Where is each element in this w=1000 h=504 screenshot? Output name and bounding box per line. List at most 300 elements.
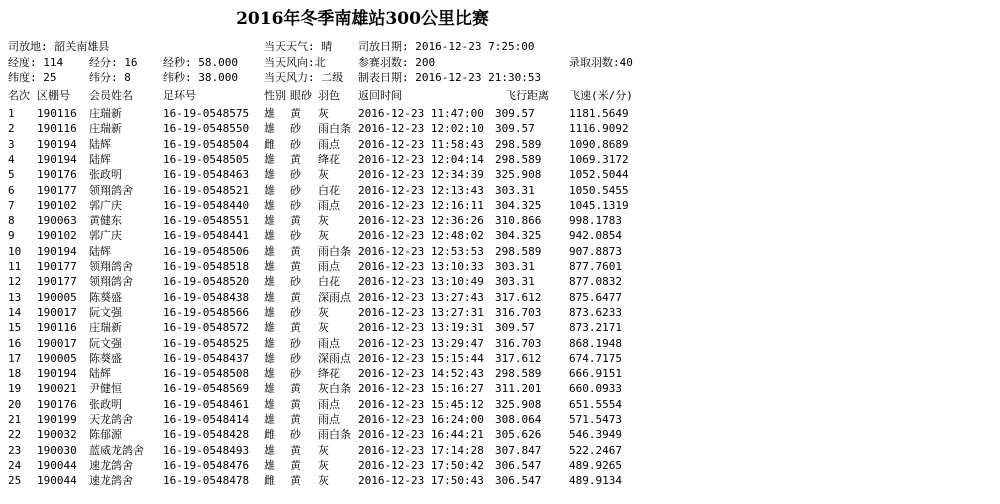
cell-sex: 雄 bbox=[264, 198, 275, 212]
cell-sex: 雄 bbox=[264, 260, 275, 273]
header-rank: 名次 bbox=[8, 89, 30, 102]
cell-member: 陆辉 bbox=[89, 152, 111, 166]
cell-ring: 16-19-0548414 bbox=[163, 413, 250, 426]
cell-speed: 1116.9092 bbox=[569, 122, 629, 136]
cell-return-time: 2016-12-23 16:24:00 bbox=[358, 413, 484, 426]
weather: 当天天气: 晴 bbox=[264, 40, 333, 53]
cell-speed: 1050.5455 bbox=[569, 183, 629, 197]
cell-eye: 砂 bbox=[290, 428, 301, 442]
cell-return-time: 2016-12-23 11:47:00 bbox=[358, 107, 484, 120]
cell-sex: 雌 bbox=[264, 428, 275, 442]
cell-rank: 2 bbox=[8, 122, 15, 136]
cell-sex: 雄 bbox=[264, 168, 275, 182]
cell-eye: 黄 bbox=[290, 107, 301, 120]
cell-ring: 16-19-0548438 bbox=[163, 290, 250, 304]
cell-member: 张政明 bbox=[89, 168, 122, 182]
cell-distance: 298.589 bbox=[495, 152, 542, 166]
cell-distance: 306.547 bbox=[495, 474, 542, 488]
cell-speed: 875.6477 bbox=[569, 290, 622, 304]
cell-return-time: 2016-12-23 12:48:02 bbox=[358, 229, 484, 243]
cell-distance: 317.612 bbox=[495, 290, 542, 304]
table-row bbox=[0, 213, 660, 228]
cell-distance: 306.547 bbox=[495, 458, 542, 472]
cell-ring: 16-19-0548478 bbox=[163, 474, 250, 488]
cell-color: 白花 bbox=[318, 275, 340, 289]
cell-color: 灰 bbox=[318, 107, 329, 120]
cell-speed: 522.2467 bbox=[569, 443, 622, 457]
cell-ring: 16-19-0548476 bbox=[163, 458, 250, 472]
cell-sex: 雄 bbox=[264, 413, 275, 426]
cell-sex: 雄 bbox=[264, 214, 275, 228]
table-row bbox=[0, 121, 660, 136]
cell-sex: 雄 bbox=[264, 321, 275, 335]
cell-rank: 16 bbox=[8, 336, 22, 350]
cell-loft: 190194 bbox=[37, 152, 77, 166]
cell-rank: 9 bbox=[8, 229, 15, 243]
cell-sex: 雄 bbox=[264, 275, 275, 289]
cell-distance: 303.31 bbox=[495, 183, 535, 197]
cell-rank: 6 bbox=[8, 183, 15, 197]
cell-return-time: 2016-12-23 12:13:43 bbox=[358, 183, 484, 197]
cell-loft: 190176 bbox=[37, 168, 77, 182]
latitude-seconds: 纬秒: 38.000 bbox=[163, 71, 238, 84]
cell-member: 张政明 bbox=[89, 397, 122, 411]
awarded-count: 录取羽数:40 bbox=[569, 56, 633, 69]
cell-color: 雨白条 bbox=[318, 428, 351, 442]
cell-eye: 砂 bbox=[290, 122, 301, 136]
cell-rank: 19 bbox=[8, 382, 22, 396]
cell-loft: 190199 bbox=[37, 413, 77, 426]
cell-color: 灰 bbox=[318, 229, 329, 243]
cell-distance: 308.064 bbox=[495, 413, 542, 426]
cell-eye: 砂 bbox=[290, 367, 301, 381]
cell-speed: 873.6233 bbox=[569, 305, 622, 319]
cell-rank: 20 bbox=[8, 397, 22, 411]
cell-ring: 16-19-0548506 bbox=[163, 244, 250, 258]
cell-eye: 黄 bbox=[290, 382, 301, 396]
cell-speed: 660.0933 bbox=[569, 382, 622, 396]
cell-eye: 黄 bbox=[290, 443, 301, 457]
cell-sex: 雄 bbox=[264, 443, 275, 457]
cell-color: 灰 bbox=[318, 474, 329, 488]
cell-rank: 10 bbox=[8, 244, 22, 258]
cell-eye: 砂 bbox=[290, 229, 301, 243]
cell-loft: 190102 bbox=[37, 198, 77, 212]
header-return-time: 返回时间 bbox=[358, 89, 402, 102]
cell-return-time: 2016-12-23 16:44:21 bbox=[358, 428, 484, 442]
cell-member: 陆辉 bbox=[89, 244, 111, 258]
table-row bbox=[0, 259, 660, 274]
cell-member: 领翔鸽舍 bbox=[89, 183, 133, 197]
release-place: 司放地: 韶关南雄县 bbox=[8, 40, 110, 53]
cell-ring: 16-19-0548463 bbox=[163, 168, 250, 182]
cell-speed: 1052.5044 bbox=[569, 168, 629, 182]
cell-color: 灰 bbox=[318, 321, 329, 335]
cell-return-time: 2016-12-23 13:27:31 bbox=[358, 305, 484, 319]
cell-rank: 13 bbox=[8, 290, 22, 304]
cell-rank: 25 bbox=[8, 474, 22, 488]
cell-eye: 砂 bbox=[290, 336, 301, 350]
cell-eye: 黄 bbox=[290, 321, 301, 335]
cell-color: 雨点 bbox=[318, 260, 340, 273]
cell-speed: 1181.5649 bbox=[569, 107, 629, 120]
cell-sex: 雄 bbox=[264, 290, 275, 304]
cell-loft: 190063 bbox=[37, 214, 77, 228]
cell-color: 雨点 bbox=[318, 198, 340, 212]
cell-distance: 307.847 bbox=[495, 443, 542, 457]
cell-ring: 16-19-0548508 bbox=[163, 367, 250, 381]
cell-return-time: 2016-12-23 12:34:39 bbox=[358, 168, 484, 182]
cell-loft: 190030 bbox=[37, 443, 77, 457]
cell-speed: 998.1783 bbox=[569, 214, 622, 228]
cell-sex: 雄 bbox=[264, 152, 275, 166]
cell-member: 陆辉 bbox=[89, 367, 111, 381]
cell-rank: 1 bbox=[8, 107, 15, 120]
cell-return-time: 2016-12-23 15:16:27 bbox=[358, 382, 484, 396]
cell-ring: 16-19-0548566 bbox=[163, 305, 250, 319]
longitude-minutes: 经分: 16 bbox=[89, 56, 138, 69]
table-row bbox=[0, 320, 660, 335]
table-row bbox=[0, 244, 660, 259]
cell-rank: 18 bbox=[8, 367, 22, 381]
cell-speed: 489.9265 bbox=[569, 458, 622, 472]
cell-return-time: 2016-12-23 12:16:11 bbox=[358, 198, 484, 212]
cell-member: 庄瑞新 bbox=[89, 122, 122, 136]
cell-speed: 546.3949 bbox=[569, 428, 622, 442]
cell-speed: 1069.3172 bbox=[569, 152, 629, 166]
table-row bbox=[0, 106, 660, 121]
cell-ring: 16-19-0548518 bbox=[163, 260, 250, 273]
cell-loft: 190005 bbox=[37, 351, 77, 365]
cell-member: 阮文强 bbox=[89, 305, 122, 319]
cell-ring: 16-19-0548551 bbox=[163, 214, 250, 228]
cell-member: 速龙鸽舍 bbox=[89, 474, 133, 488]
cell-loft: 190177 bbox=[37, 275, 77, 289]
cell-eye: 砂 bbox=[290, 351, 301, 365]
cell-member: 领翔鸽舍 bbox=[89, 275, 133, 289]
entries-count: 参赛羽数: 200 bbox=[358, 56, 436, 69]
cell-speed: 868.1948 bbox=[569, 336, 622, 350]
cell-loft: 190102 bbox=[37, 229, 77, 243]
cell-distance: 325.908 bbox=[495, 397, 542, 411]
cell-eye: 黄 bbox=[290, 458, 301, 472]
cell-rank: 22 bbox=[8, 428, 22, 442]
cell-color: 雨点 bbox=[318, 137, 340, 151]
cell-member: 尹健恒 bbox=[89, 382, 122, 396]
cell-distance: 310.866 bbox=[495, 214, 542, 228]
cell-member: 陈郁源 bbox=[89, 428, 122, 442]
cell-rank: 24 bbox=[8, 458, 22, 472]
cell-distance: 325.908 bbox=[495, 168, 542, 182]
cell-color: 雨点 bbox=[318, 336, 340, 350]
cell-color: 灰 bbox=[318, 443, 329, 457]
cell-ring: 16-19-0548505 bbox=[163, 152, 250, 166]
cell-ring: 16-19-0548440 bbox=[163, 198, 250, 212]
cell-return-time: 2016-12-23 13:10:49 bbox=[358, 275, 484, 289]
table-row bbox=[0, 137, 660, 152]
cell-ring: 16-19-0548569 bbox=[163, 382, 250, 396]
cell-color: 灰 bbox=[318, 214, 329, 228]
cell-rank: 7 bbox=[8, 198, 15, 212]
release-date: 司放日期: 2016-12-23 7:25:00 bbox=[358, 40, 535, 53]
cell-ring: 16-19-0548504 bbox=[163, 137, 250, 151]
cell-color: 灰 bbox=[318, 305, 329, 319]
table-row bbox=[0, 336, 660, 351]
cell-color: 灰 bbox=[318, 458, 329, 472]
cell-color: 深雨点 bbox=[318, 351, 351, 365]
cell-eye: 黄 bbox=[290, 152, 301, 166]
table-row bbox=[0, 473, 660, 488]
cell-eye: 黄 bbox=[290, 474, 301, 488]
cell-rank: 23 bbox=[8, 443, 22, 457]
cell-distance: 304.325 bbox=[495, 198, 542, 212]
cell-return-time: 2016-12-23 13:19:31 bbox=[358, 321, 484, 335]
cell-ring: 16-19-0548493 bbox=[163, 443, 250, 457]
cell-loft: 190194 bbox=[37, 244, 77, 258]
cell-speed: 651.5554 bbox=[569, 397, 622, 411]
header-loft: 区棚号 bbox=[37, 89, 70, 102]
cell-loft: 190177 bbox=[37, 260, 77, 273]
cell-ring: 16-19-0548572 bbox=[163, 321, 250, 335]
cell-distance: 303.31 bbox=[495, 260, 535, 273]
header-member: 会员姓名 bbox=[89, 89, 133, 102]
cell-rank: 15 bbox=[8, 321, 22, 335]
table-row bbox=[0, 228, 660, 243]
wind-force: 当天风力: 二级 bbox=[264, 71, 344, 84]
cell-eye: 黄 bbox=[290, 413, 301, 426]
cell-loft: 190017 bbox=[37, 305, 77, 319]
cell-rank: 8 bbox=[8, 214, 15, 228]
cell-distance: 309.57 bbox=[495, 321, 535, 335]
latitude-minutes: 纬分: 8 bbox=[89, 71, 131, 84]
cell-sex: 雄 bbox=[264, 107, 275, 120]
cell-member: 庄瑞新 bbox=[89, 321, 122, 335]
cell-ring: 16-19-0548461 bbox=[163, 397, 250, 411]
table-row bbox=[0, 443, 660, 458]
cell-return-time: 2016-12-23 12:53:53 bbox=[358, 244, 484, 258]
longitude-degrees: 经度: 114 bbox=[8, 56, 64, 69]
cell-rank: 21 bbox=[8, 413, 22, 426]
cell-distance: 311.201 bbox=[495, 382, 542, 396]
cell-rank: 3 bbox=[8, 137, 15, 151]
cell-return-time: 2016-12-23 17:50:42 bbox=[358, 458, 484, 472]
header-distance: 飞行距离 bbox=[505, 89, 549, 102]
cell-return-time: 2016-12-23 11:58:43 bbox=[358, 137, 484, 151]
cell-eye: 砂 bbox=[290, 305, 301, 319]
cell-return-time: 2016-12-23 15:45:12 bbox=[358, 397, 484, 411]
cell-color: 绛花 bbox=[318, 367, 340, 381]
cell-ring: 16-19-0548437 bbox=[163, 351, 250, 365]
cell-sex: 雄 bbox=[264, 244, 275, 258]
cell-return-time: 2016-12-23 13:27:43 bbox=[358, 290, 484, 304]
cell-loft: 190177 bbox=[37, 183, 77, 197]
cell-member: 庄瑞新 bbox=[89, 107, 122, 120]
wind-direction: 当天风向:北 bbox=[264, 56, 326, 69]
cell-member: 陈葵盛 bbox=[89, 351, 122, 365]
table-row bbox=[0, 366, 660, 381]
cell-return-time: 2016-12-23 13:10:33 bbox=[358, 260, 484, 273]
cell-distance: 298.589 bbox=[495, 137, 542, 151]
cell-speed: 571.5473 bbox=[569, 413, 622, 426]
cell-distance: 317.612 bbox=[495, 351, 542, 365]
header-sex: 性别 bbox=[264, 89, 286, 102]
cell-distance: 309.57 bbox=[495, 122, 535, 136]
cell-rank: 5 bbox=[8, 168, 15, 182]
cell-sex: 雄 bbox=[264, 122, 275, 136]
cell-eye: 砂 bbox=[290, 275, 301, 289]
cell-member: 陈葵盛 bbox=[89, 290, 122, 304]
table-row bbox=[0, 397, 660, 412]
cell-distance: 316.703 bbox=[495, 305, 542, 319]
cell-distance: 309.57 bbox=[495, 107, 535, 120]
cell-distance: 316.703 bbox=[495, 336, 542, 350]
cell-loft: 190044 bbox=[37, 458, 77, 472]
cell-member: 陆辉 bbox=[89, 137, 111, 151]
table-row bbox=[0, 183, 660, 198]
header-color: 羽色 bbox=[318, 89, 340, 102]
table-row bbox=[0, 290, 660, 305]
cell-color: 雨点 bbox=[318, 413, 340, 426]
cell-distance: 304.325 bbox=[495, 229, 542, 243]
cell-sex: 雄 bbox=[264, 458, 275, 472]
table-row bbox=[0, 351, 660, 366]
cell-member: 领翔鸽舍 bbox=[89, 260, 133, 273]
header-eye: 眼砂 bbox=[290, 89, 312, 102]
cell-distance: 305.626 bbox=[495, 428, 542, 442]
cell-sex: 雄 bbox=[264, 183, 275, 197]
cell-eye: 黄 bbox=[290, 214, 301, 228]
cell-loft: 190194 bbox=[37, 367, 77, 381]
cell-speed: 873.2171 bbox=[569, 321, 622, 335]
cell-eye: 黄 bbox=[290, 260, 301, 273]
cell-eye: 砂 bbox=[290, 137, 301, 151]
cell-member: 郭广庆 bbox=[89, 229, 122, 243]
cell-distance: 298.589 bbox=[495, 244, 542, 258]
cell-ring: 16-19-0548428 bbox=[163, 428, 250, 442]
cell-sex: 雄 bbox=[264, 336, 275, 350]
cell-ring: 16-19-0548550 bbox=[163, 122, 250, 136]
cell-rank: 17 bbox=[8, 351, 22, 365]
cell-return-time: 2016-12-23 13:29:47 bbox=[358, 336, 484, 350]
longitude-seconds: 经秒: 58.000 bbox=[163, 56, 238, 69]
cell-return-time: 2016-12-23 12:04:14 bbox=[358, 152, 484, 166]
cell-eye: 黄 bbox=[290, 244, 301, 258]
table-row bbox=[0, 381, 660, 396]
report-title: 2016年冬季南雄站300公里比赛 bbox=[236, 9, 489, 29]
header-speed: 飞速(米/分) bbox=[569, 89, 633, 102]
cell-speed: 877.0832 bbox=[569, 275, 622, 289]
cell-sex: 雄 bbox=[264, 305, 275, 319]
cell-eye: 砂 bbox=[290, 198, 301, 212]
cell-loft: 190116 bbox=[37, 122, 77, 136]
cell-speed: 674.7175 bbox=[569, 351, 622, 365]
cell-member: 速龙鸽舍 bbox=[89, 458, 133, 472]
cell-speed: 877.7601 bbox=[569, 260, 622, 273]
table-row bbox=[0, 274, 660, 289]
cell-distance: 298.589 bbox=[495, 367, 542, 381]
cell-color: 雨点 bbox=[318, 397, 340, 411]
cell-speed: 942.0854 bbox=[569, 229, 622, 243]
cell-eye: 黄 bbox=[290, 397, 301, 411]
cell-color: 雨白条 bbox=[318, 244, 351, 258]
cell-loft: 190044 bbox=[37, 474, 77, 488]
cell-rank: 11 bbox=[8, 260, 22, 273]
cell-sex: 雄 bbox=[264, 382, 275, 396]
table-made-date: 制表日期: 2016-12-23 21:30:53 bbox=[358, 71, 542, 84]
cell-color: 雨白条 bbox=[318, 122, 351, 136]
cell-loft: 190116 bbox=[37, 107, 77, 120]
cell-loft: 190021 bbox=[37, 382, 77, 396]
table-row bbox=[0, 167, 660, 182]
cell-return-time: 2016-12-23 17:50:43 bbox=[358, 474, 484, 488]
table-row bbox=[0, 412, 660, 427]
cell-sex: 雄 bbox=[264, 397, 275, 411]
cell-rank: 14 bbox=[8, 305, 22, 319]
cell-return-time: 2016-12-23 15:15:44 bbox=[358, 351, 484, 365]
cell-return-time: 2016-12-23 12:02:10 bbox=[358, 122, 484, 136]
cell-color: 深雨点 bbox=[318, 290, 351, 304]
cell-color: 白花 bbox=[318, 183, 340, 197]
cell-eye: 砂 bbox=[290, 168, 301, 182]
cell-eye: 黄 bbox=[290, 290, 301, 304]
cell-speed: 666.9151 bbox=[569, 367, 622, 381]
cell-speed: 489.9134 bbox=[569, 474, 622, 488]
cell-rank: 4 bbox=[8, 152, 15, 166]
cell-loft: 190116 bbox=[37, 321, 77, 335]
cell-ring: 16-19-0548441 bbox=[163, 229, 250, 243]
table-row bbox=[0, 198, 660, 213]
cell-ring: 16-19-0548575 bbox=[163, 107, 250, 120]
cell-member: 郭广庆 bbox=[89, 198, 122, 212]
cell-return-time: 2016-12-23 14:52:43 bbox=[358, 367, 484, 381]
cell-loft: 190005 bbox=[37, 290, 77, 304]
cell-return-time: 2016-12-23 12:36:26 bbox=[358, 214, 484, 228]
table-row bbox=[0, 458, 660, 473]
cell-color: 绛花 bbox=[318, 152, 340, 166]
cell-member: 阮文强 bbox=[89, 336, 122, 350]
cell-member: 蓝威龙鸽舍 bbox=[89, 443, 144, 457]
cell-member: 天龙鸽舍 bbox=[89, 413, 133, 426]
cell-ring: 16-19-0548521 bbox=[163, 183, 250, 197]
table-row bbox=[0, 427, 660, 442]
cell-eye: 砂 bbox=[290, 183, 301, 197]
table-row bbox=[0, 305, 660, 320]
cell-sex: 雌 bbox=[264, 474, 275, 488]
cell-rank: 12 bbox=[8, 275, 22, 289]
cell-loft: 190032 bbox=[37, 428, 77, 442]
cell-sex: 雄 bbox=[264, 229, 275, 243]
cell-member: 黄健东 bbox=[89, 214, 122, 228]
cell-color: 灰白条 bbox=[318, 382, 351, 396]
cell-loft: 190017 bbox=[37, 336, 77, 350]
table-row bbox=[0, 152, 660, 167]
header-ring: 足环号 bbox=[163, 89, 196, 102]
latitude-degrees: 纬度: 25 bbox=[8, 71, 57, 84]
cell-sex: 雄 bbox=[264, 351, 275, 365]
cell-distance: 303.31 bbox=[495, 275, 535, 289]
cell-color: 灰 bbox=[318, 168, 329, 182]
cell-sex: 雌 bbox=[264, 137, 275, 151]
cell-speed: 1045.1319 bbox=[569, 198, 629, 212]
cell-ring: 16-19-0548525 bbox=[163, 336, 250, 350]
cell-loft: 190194 bbox=[37, 137, 77, 151]
cell-loft: 190176 bbox=[37, 397, 77, 411]
cell-return-time: 2016-12-23 17:14:28 bbox=[358, 443, 484, 457]
cell-speed: 1090.8689 bbox=[569, 137, 629, 151]
cell-sex: 雄 bbox=[264, 367, 275, 381]
cell-speed: 907.8873 bbox=[569, 244, 622, 258]
cell-ring: 16-19-0548520 bbox=[163, 275, 250, 289]
